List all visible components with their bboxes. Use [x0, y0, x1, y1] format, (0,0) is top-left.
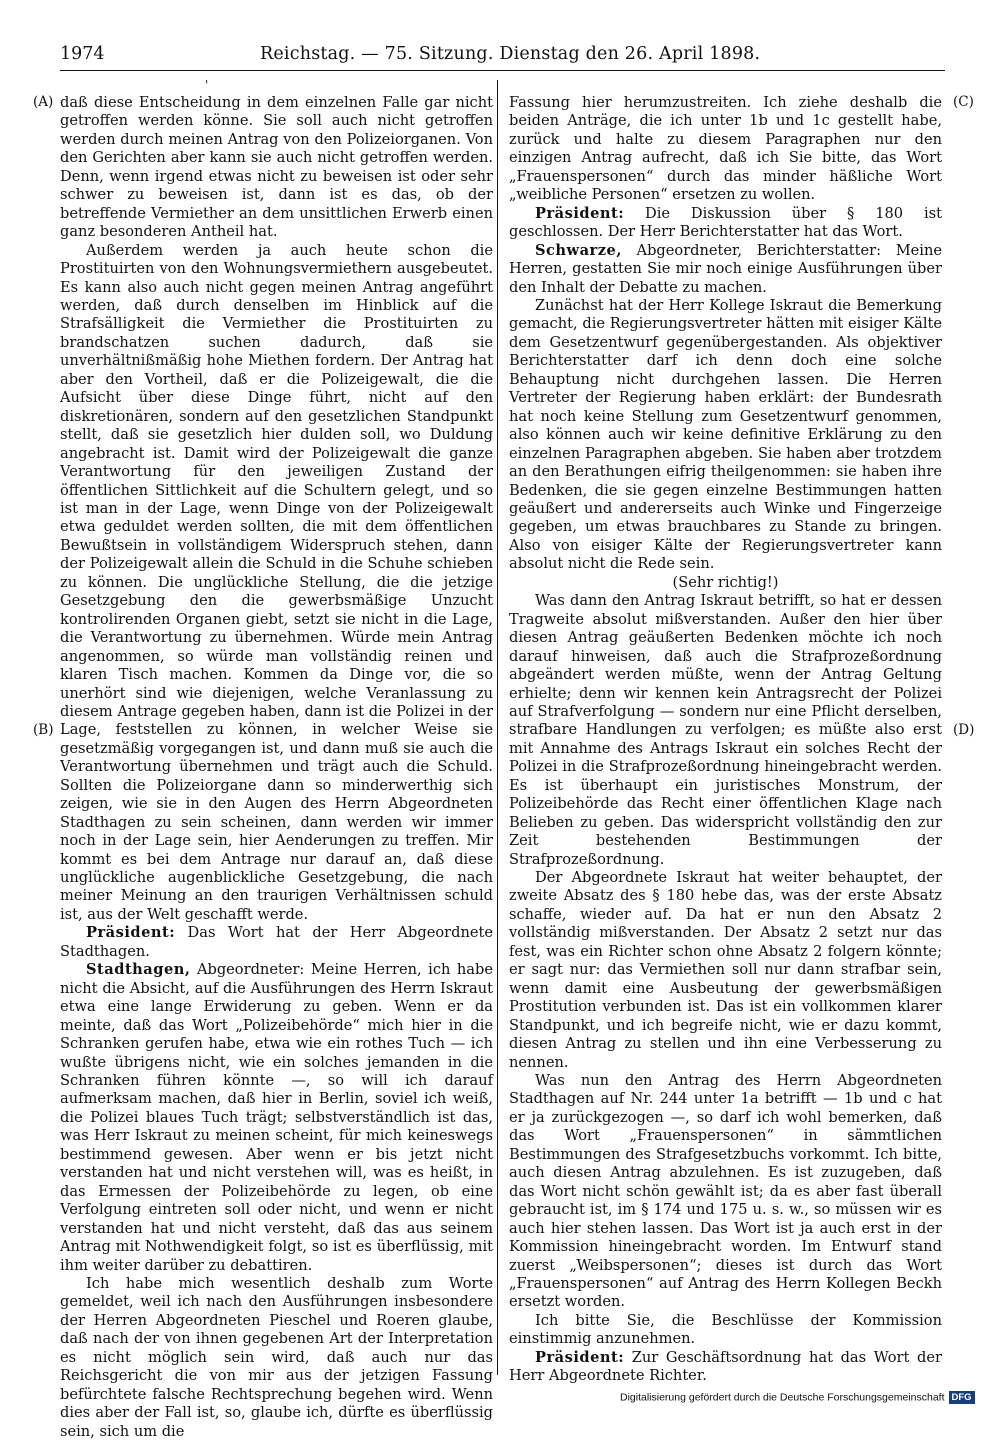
paragraph: Fassung hier herumzustreiten. Ich ziehe deshalb die beiden Anträge, die ich unter 1b und 1c gestellt habe, zurück und halte zu diesem Paragraphen nur den einzigen Antrag aufrecht, daß ich Sie bitte, das Wort „Frauenspersonen“ durch das minder häßliche Wort „weibliche Personen“ ersetzen zu wollen. — [509, 94, 942, 204]
ink-mark: ' — [205, 78, 209, 92]
paragraph — [509, 1349, 942, 1386]
paragraph: Was nun den Antrag des Herrn Abgeordneten Stadthagen auf Nr. 244 unter 1a betrifft — 1b und c hat er ja zurückgezogen —, so darf ich wohl bemerken, daß das Wort „Frauenspersonen“ in sämmtlichen Bestimmungen des Strafgesetzbuchs vorkommt. Ich bitte, auch diesen Antrag abzulehnen. Es ist zuzugeben, daß das Wort nicht schön gewählt ist; da es aber fast überall gebraucht ist, im § 174 und 175 u. s. w., so müssen wir es auch hier stehen lassen. Das Wort ist ja auch erst in der Kommission hineingebracht worden. Im Entwurf stand zuerst „Weibspersonen“; dieses ist durch das Wort „Frauenspersonen“ auf Antrag des Herrn Kollegen Beckh ersetzt worden. — [509, 1072, 942, 1311]
paragraph: Was dann den Antrag Iskraut betrifft, so hat er dessen Tragweite absolut mißverstanden. Außer den hier über diesen Antrag geäußerten Bedenken möchte ich noch darauf hinweisen, daß auch die Strafprozeßordnung abgeändert werden müßte, wenn der Antrag Geltung erhielte; denn wir kennen kein Antragsrecht der Polizei auf Strafverfolgung — sondern nur eine Pflicht derselben, strafbare Handlungen zu verfolgen; es müßte also erst mit Annahme des Antrags Iskraut ein solches Recht der Polizei in die Strafprozeßordnung hineingebracht werden. Es ist überhaupt ein juristisches Monstrum, der Polizeibehörde das Recht einer öffentlichen Klage nach Belieben zu geben. Das widerspricht vollständig den zur Zeit bestehenden Bestimmungen der Strafprozeßordnung. — [509, 592, 942, 868]
interjection: (Sehr richtig!) — [672, 573, 779, 591]
margin-marker-b: (B) — [33, 722, 54, 738]
right-column — [509, 94, 942, 1386]
paragraph: Der Abgeordnete Iskraut hat weiter behauptet, der zweite Absatz des § 180 hebe das, was der erste Absatz schaffe, wieder auf. Da hat er nun den Absatz 2 vollständig mißverstanden. Der Absatz 2 setzt nur das fest, was ein Richter schon ohne Absatz 2 folgern könnte; er sagt nur: das Vermiethen soll nur dann strafbar sein, wenn damit eine Ausbeutung der gewerbsmäßigen Prostitution verbunden ist. Das ist ein vollkommen klarer Standpunkt, und ich begreife nicht, wie er dazu kommt, diesen Antrag zu stellen und ihn eine Verbesserung zu nennen. — [509, 869, 942, 1071]
column-divider — [497, 80, 498, 1375]
header-rule — [60, 70, 945, 71]
speaker-name: Schwarze, — [535, 241, 622, 259]
page-number: 1974 — [60, 44, 105, 64]
paragraph — [60, 924, 493, 961]
paragraph — [509, 205, 942, 242]
margin-marker-a: (A) — [33, 94, 54, 110]
paragraph-text: Das Wort hat der Herr Abgeordnete Stadthagen. — [60, 924, 493, 960]
footer-text: Digitalisierung gefördert durch die Deutsche Forschungsgemeinschaft — [620, 1391, 945, 1404]
speaker-name: Präsident: — [535, 1348, 625, 1366]
speaker-name: Stadthagen, — [86, 961, 191, 979]
margin-marker-d: (D) — [953, 722, 975, 738]
paragraph-text: Abgeordneter, Berichterstatter: Meine Herren, gestatten Sie mir noch einige Ausführungen über den Inhalt der Debatte zu machen. — [509, 241, 942, 296]
speaker-name: Präsident: — [86, 924, 176, 942]
left-column — [60, 94, 493, 1441]
page-header — [60, 44, 945, 70]
page-title: Reichstag. — 75. Sitzung. Dienstag den 26. April 1898. — [260, 44, 761, 64]
paragraph-text: Abgeordneter: Meine Herren, ich habe nicht die Absicht, auf die Ausführungen des Herrn Iskraut etwa eine lange Erwiderung zu geben. Wenn er da meinte, daß das Wort „Polizeibehörde“ mich hier in die Schranken gerufen habe, etwa wie ein rothes Tuch — ich wußte übrigens nicht, wie ein solches jemanden in die Schranken führen könnte —, so will ich darauf aufmerksam machen, daß hier in Berlin, soviel ich weiß, die Polizei blaues Tuch trägt; selbstverständlich ist das, was Herr Iskraut zu meinen scheint, für mich keineswegs bestimmend gewesen. Aber wenn er bis jetzt nicht verstanden hat und nicht verstehen will, was es heißt, in das Ermessen der Polizeibehörde zu legen, ob eine Verfolgung eintreten soll oder nicht, und wenn er nicht verstanden hat und nicht versteht, daß das aus seinem Antrag mit Nothwendigkeit folgt, so ist es überflüssig, mit ihm weiter darüber zu debattiren. — [60, 961, 493, 1274]
paragraph-text: Die Diskussion über § 180 ist geschlossen. Der Herr Berichterstatter hat das Wort. — [509, 204, 942, 241]
digitization-footer — [620, 1391, 975, 1404]
paragraph: Zunächst hat der Herr Kollege Iskraut die Bemerkung gemacht, die Regierungsvertreter hätten mit eisiger Kälte dem Gesetzentwurf gegenübergestanden. Als objektiver Berichterstatter darf ich denn doch eine solche Behauptung nicht durchgehen lassen. Die Herren Vertreter der Regierung haben erklärt: der Bundesrath hat noch keine Stellung zum Gesetzentwurf genommen, also können auch wir keine definitive Erklärung zu den einzelnen Paragraphen abgeben. Sie haben aber trotzdem an den Berathungen eifrig theilgenommen: sie haben ihre Bedenken, die sie gegen einzelne Bestimmungen hatten geäußert und andererseits auch Winke und Fingerzeige gegeben, um etwas brauchbares zu Stande zu bringen. Also von eisiger Kälte der Regierungsvertreter kann absolut nicht die Rede sein. — [509, 296, 942, 573]
dfg-logo: DFG — [949, 1391, 975, 1404]
paragraph: daß diese Entscheidung in dem einzelnen Falle gar nicht getroffen werden könne. Sie soll auch nicht getroffen werden durch meinen Antrag von den Polizeiorganen. Von den Gerichten aber kann sie auch nicht getroffen werden. Denn, wenn irgend etwas nicht zu beweisen ist oder sehr schwer zu beweisen ist, dann ist es das, ob der betreffende Vermiether an dem unsittlichen Erwerb einen ganz besonderen Antheil hat. — [60, 94, 493, 241]
paragraph-text: Zur Geschäftsordnung hat das Wort der Herr Abgeordnete Richter. — [509, 1348, 942, 1385]
paragraph: Außerdem werden ja auch heute schon die Prostituirten von den Wohnungsvermiethern ausgebeutet. Es kann also auch nicht gegen meinen Antrag angeführt werden, daß durch denselben im Hinblick auf die Strafsälligkeit die Vermiether die Prostituirten zu brandschatzen suchen dadurch, daß sie unverhältnißmäßig hohe Miethen fordern. Der Antrag hat aber den Vortheil, daß er die Polizeigewalt, die die Aufsicht über diese Dinge führt, nicht auf den diskretionären, sondern auf den gesetzlichen Standpunkt stellt, daß sie gesetzlich hier dulden soll, wo Duldung angebracht ist. Damit wird der Polizeigewalt die ganze Verantwortung für den jeweiligen Zustand der öffentlichen Sittlichkeit auf die Schultern gelegt, und so ist man in der Lage, wenn Dinge von der Polizeigewalt etwa geduldet werden sollten, die mit dem öffentlichen Bewußtsein in vollständigem Widerspruch stehen, dann der Polizeigewalt allein die Schuld in die Schuhe schieben zu können. Die unglückliche Stellung, die die jetzige Gesetzgebung den die gewerbsmäßige Unzucht kontrolirenden Organen giebt, setzt sie nicht in die Lage, die Verantwortung zu übernehmen. Würde mein Antrag angenommen, so würde man vollständig reinen und klaren Tisch machen. Kommen da Dinge vor, die so unerhört sind wie diejenigen, welche Veranlassung zu diesem Antrage gegeben haben, dann ist die Polizei in der Lage, feststellen zu können, in welcher Weise sie gesetzmäßig vorgegangen ist, und dann muß sie auch die Verantwortung übernehmen und trägt auch die Schuld. Sollten die Polizeiorgane dann so minderwerthig sich zeigen, wie sie in den Augen des Herrn Abgeordneten Stadthagen zu sein scheinen, dann werden wir immer noch in der Lage sein, hier Aenderungen zu treffen. Mir kommt es bei dem Antrage nur darauf an, daß diese unglückliche augenblickliche Gesetzgebung, die nach meiner Meinung an den traurigen Verhältnissen schuld ist, aus der Welt geschafft werde. — [60, 241, 493, 923]
paragraph: Ich bitte Sie, die Beschlüsse der Kommission einstimmig anzunehmen. — [509, 1311, 942, 1348]
paragraph — [509, 242, 942, 297]
paragraph: Ich habe mich wesentlich deshalb zum Worte gemeldet, weil ich nach den Ausführungen insbesondere der Herren Abgeordneten Pieschel und Roeren glaube, daß nach der von ihnen gegebenen Art der Interpretation es nicht möglich sein wird, daß auch nur das Reichsgericht die von mir aus der jetzigen Fassung befürchtete falsche Rechtsprechung begehen wird. Wenn dies aber der Fall ist, so, glaube ich, dürfte es überflüssig sein, sich um die — [60, 1275, 493, 1440]
margin-marker-c: (C) — [953, 94, 974, 110]
paragraph — [60, 961, 493, 1275]
speaker-name: Präsident: — [535, 204, 625, 222]
